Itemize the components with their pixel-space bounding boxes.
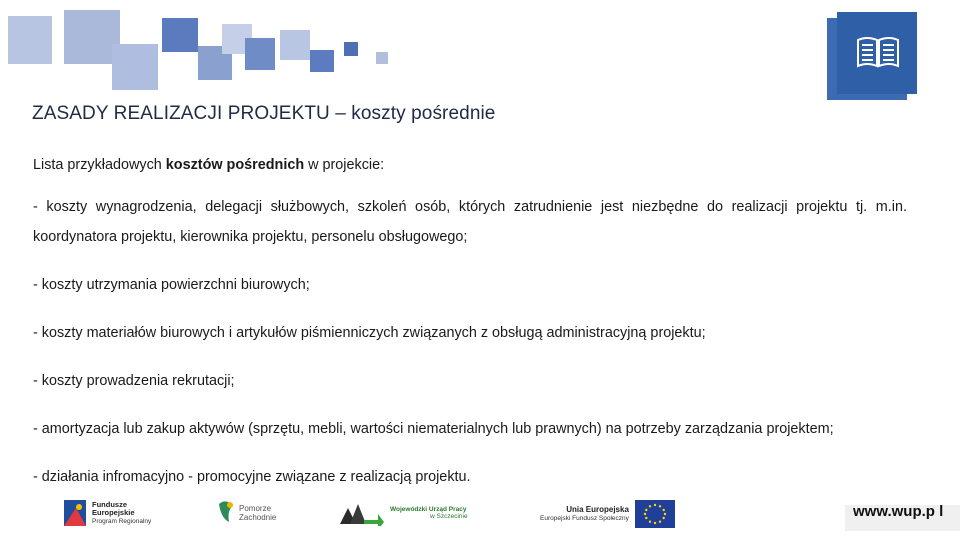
logo-fundusze-line1: Fundusze (92, 499, 127, 509)
footer-logos (0, 490, 960, 540)
decor-square (310, 50, 334, 72)
decor-square (8, 16, 52, 64)
decor-square (344, 42, 358, 56)
intro-bold: kosztów pośrednich (165, 157, 305, 173)
intro-prefix: Lista przykładowych (33, 157, 166, 173)
logo-wup-line2: w Szczecinie (430, 513, 468, 520)
logo-pomorze-line1: Pomorze (239, 504, 272, 513)
list-item: - koszty prowadzenia rekrutacji; (33, 373, 235, 389)
website-url-text[interactable]: www.wup.p l (853, 505, 944, 520)
logo-unia-europejska (540, 500, 675, 528)
logo-pomorze-zachodnie (215, 500, 276, 526)
decor-square (162, 18, 198, 52)
intro-line (33, 150, 907, 180)
fundusze-emblem-icon (62, 498, 88, 528)
logo-fundusze-line3: Program Regionalny (92, 517, 152, 525)
book-icon-badge (827, 12, 917, 102)
website-url[interactable] (845, 505, 960, 531)
page-title: ZASADY REALIZACJI PROJEKTU – koszty pośrednie (32, 103, 496, 124)
decor-square (280, 30, 310, 60)
intro-suffix: w projekcie: (304, 157, 385, 173)
list-item: - koszty utrzymania powierzchni biurowych; (33, 277, 310, 293)
decor-square (112, 44, 158, 90)
list-item: - amortyzacja lub zakup aktywów (sprzętu, mebli, wartości niematerialnych lub prawnych) na potrzeby zarządzania projektem; (33, 421, 834, 437)
decor-square (245, 38, 275, 70)
logo-wup-line1: Wojewódzki Urząd Pracy (390, 505, 467, 513)
list-item: - koszty materiałów biurowych i artykułów piśmienniczych związanych z obsługą administracyjną projektu; (33, 325, 706, 341)
logo-fundusze-europejskie (62, 498, 151, 528)
logo-ue-line2: Europejski Fundusz Społeczny (540, 514, 629, 522)
logo-pomorze-line2: Zachodnie (239, 513, 277, 522)
list-item: - koszty wynagrodzenia, delegacji służbowych, szkoleń osób, których zatrudnienie jest niezbędne do realizacji projektu tj. m.in. koordynatora projektu, kierownika projektu, personelu obsługowego; (33, 199, 907, 245)
pomorze-emblem-icon (215, 500, 237, 526)
content-body (33, 150, 907, 510)
logo-ue-line1: Unia Europejska (566, 505, 629, 514)
eu-flag-icon (635, 500, 675, 528)
decor-square (376, 52, 388, 64)
wup-emblem-icon (338, 500, 386, 526)
list-item: - działania infromacyjno - promocyjne związane z realizacją projektu. (33, 469, 471, 485)
open-book-icon (855, 34, 901, 70)
logo-wup (338, 500, 468, 526)
logo-fundusze-line2: Europejskie (92, 508, 135, 518)
